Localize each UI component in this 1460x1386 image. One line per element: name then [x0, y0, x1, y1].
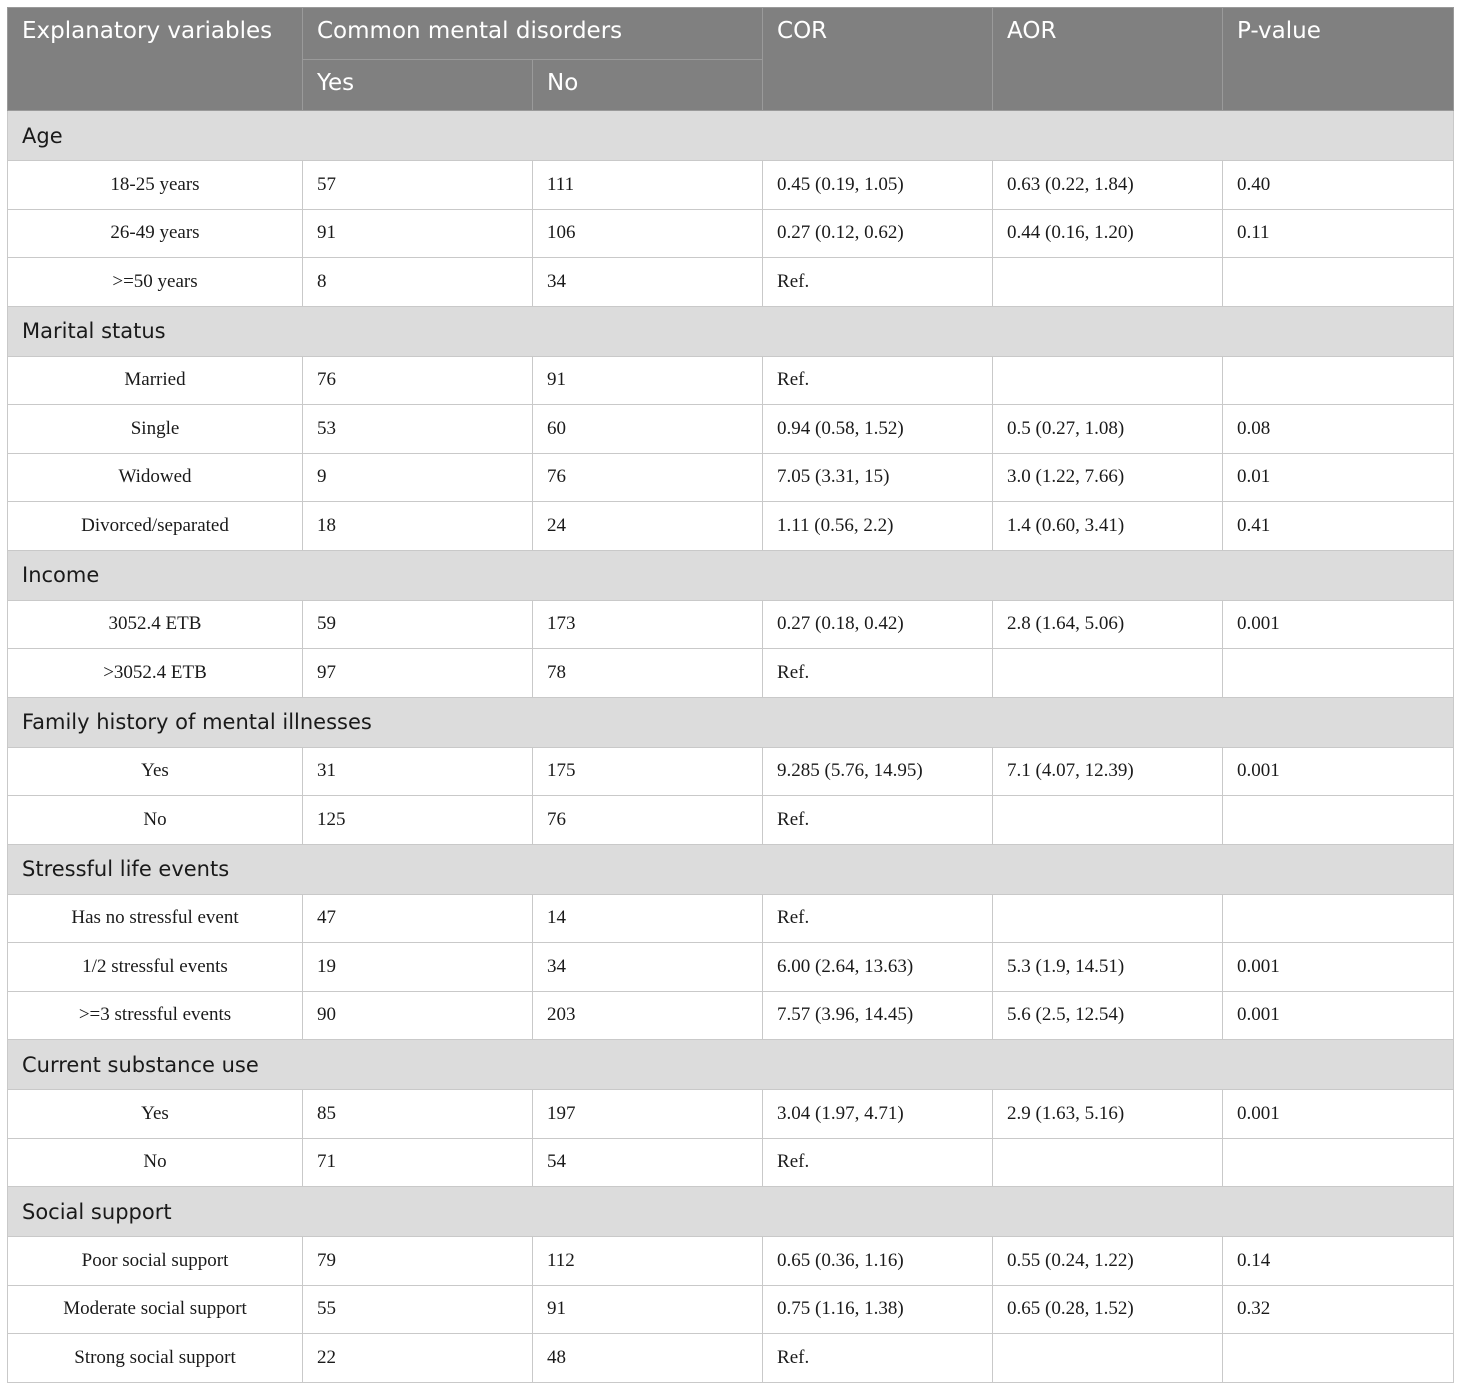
- group-header-row: [8, 844, 1454, 894]
- yes-count: 22: [303, 1334, 533, 1383]
- cor-value: 0.94 (0.58, 1.52): [763, 405, 993, 454]
- cor-value: 0.65 (0.36, 1.16): [763, 1237, 993, 1286]
- yes-count: 8: [303, 258, 533, 307]
- no-count: 34: [533, 258, 763, 307]
- variable-label: 26-49 years: [8, 209, 303, 258]
- p-value: [1223, 796, 1454, 845]
- cor-value: Ref.: [763, 796, 993, 845]
- cor-value: 7.05 (3.31, 15): [763, 453, 993, 502]
- variable-label: Yes: [8, 747, 303, 796]
- no-count: 24: [533, 502, 763, 551]
- p-value: 0.11: [1223, 209, 1454, 258]
- table-row: [8, 405, 1454, 454]
- cor-value: 0.75 (1.16, 1.38): [763, 1285, 993, 1334]
- table-row: [8, 747, 1454, 796]
- p-value: [1223, 356, 1454, 405]
- cor-value: 1.11 (0.56, 2.2): [763, 502, 993, 551]
- no-count: 175: [533, 747, 763, 796]
- variable-label: >=3 stressful events: [8, 991, 303, 1040]
- p-value: 0.001: [1223, 1090, 1454, 1139]
- yes-count: 85: [303, 1090, 533, 1139]
- table-row: [8, 356, 1454, 405]
- cor-value: 0.27 (0.18, 0.42): [763, 600, 993, 649]
- group-title: Age: [8, 111, 1454, 161]
- variable-label: Strong social support: [8, 1334, 303, 1383]
- table-row: [8, 943, 1454, 992]
- no-count: 60: [533, 405, 763, 454]
- aor-value: 2.9 (1.63, 5.16): [993, 1090, 1223, 1139]
- table-body: [8, 111, 1454, 1383]
- group-title: Social support: [8, 1187, 1454, 1237]
- no-count: 78: [533, 649, 763, 698]
- group-header-row: [8, 697, 1454, 747]
- group-header-row: [8, 306, 1454, 356]
- cor-value: Ref.: [763, 1334, 993, 1383]
- table-row: [8, 649, 1454, 698]
- yes-count: 125: [303, 796, 533, 845]
- cor-value: Ref.: [763, 894, 993, 943]
- no-count: 54: [533, 1138, 763, 1187]
- no-count: 111: [533, 161, 763, 210]
- p-value: 0.001: [1223, 991, 1454, 1040]
- header-cor: COR: [763, 8, 993, 111]
- no-count: 14: [533, 894, 763, 943]
- cor-value: 6.00 (2.64, 13.63): [763, 943, 993, 992]
- p-value: 0.001: [1223, 747, 1454, 796]
- table-row: [8, 600, 1454, 649]
- header-aor: AOR: [993, 8, 1223, 111]
- header-p-value: P-value: [1223, 8, 1454, 111]
- table-row: [8, 991, 1454, 1040]
- group-header-row: [8, 1040, 1454, 1090]
- p-value: 0.01: [1223, 453, 1454, 502]
- no-count: 203: [533, 991, 763, 1040]
- cor-value: Ref.: [763, 258, 993, 307]
- group-title: Income: [8, 550, 1454, 600]
- aor-value: [993, 796, 1223, 845]
- variable-label: 3052.4 ETB: [8, 600, 303, 649]
- table-header: [8, 8, 1454, 111]
- p-value: 0.08: [1223, 405, 1454, 454]
- cor-value: 0.45 (0.19, 1.05): [763, 161, 993, 210]
- variable-label: 1/2 stressful events: [8, 943, 303, 992]
- cor-value: Ref.: [763, 649, 993, 698]
- aor-value: 1.4 (0.60, 3.41): [993, 502, 1223, 551]
- header-yes: Yes: [303, 60, 533, 111]
- variable-label: Has no stressful event: [8, 894, 303, 943]
- no-count: 91: [533, 1285, 763, 1334]
- no-count: 76: [533, 796, 763, 845]
- aor-value: 5.3 (1.9, 14.51): [993, 943, 1223, 992]
- header-explanatory-variables: Explanatory variables: [8, 8, 303, 111]
- odds-ratio-table: [7, 7, 1454, 1383]
- p-value: 0.40: [1223, 161, 1454, 210]
- variable-label: Married: [8, 356, 303, 405]
- table-row: [8, 796, 1454, 845]
- group-header-row: [8, 111, 1454, 161]
- group-header-row: [8, 550, 1454, 600]
- table-row: [8, 502, 1454, 551]
- table-row: [8, 1334, 1454, 1383]
- p-value: 0.001: [1223, 600, 1454, 649]
- group-title: Stressful life events: [8, 844, 1454, 894]
- yes-count: 91: [303, 209, 533, 258]
- aor-value: 0.5 (0.27, 1.08): [993, 405, 1223, 454]
- no-count: 112: [533, 1237, 763, 1286]
- aor-value: 7.1 (4.07, 12.39): [993, 747, 1223, 796]
- cor-value: 3.04 (1.97, 4.71): [763, 1090, 993, 1139]
- aor-value: [993, 258, 1223, 307]
- table-row: [8, 1285, 1454, 1334]
- p-value: [1223, 649, 1454, 698]
- variable-label: Moderate social support: [8, 1285, 303, 1334]
- yes-count: 59: [303, 600, 533, 649]
- group-title: Family history of mental illnesses: [8, 697, 1454, 747]
- table-row: [8, 1237, 1454, 1286]
- aor-value: 0.44 (0.16, 1.20): [993, 209, 1223, 258]
- variable-label: Yes: [8, 1090, 303, 1139]
- variable-label: >3052.4 ETB: [8, 649, 303, 698]
- aor-value: [993, 1138, 1223, 1187]
- variable-label: No: [8, 1138, 303, 1187]
- aor-value: 5.6 (2.5, 12.54): [993, 991, 1223, 1040]
- cor-value: Ref.: [763, 356, 993, 405]
- variable-label: Widowed: [8, 453, 303, 502]
- group-title: Current substance use: [8, 1040, 1454, 1090]
- yes-count: 57: [303, 161, 533, 210]
- table-row: [8, 453, 1454, 502]
- p-value: 0.001: [1223, 943, 1454, 992]
- results-table-container: [7, 7, 1453, 1383]
- aor-value: 0.63 (0.22, 1.84): [993, 161, 1223, 210]
- table-row: [8, 894, 1454, 943]
- yes-count: 90: [303, 991, 533, 1040]
- p-value: [1223, 894, 1454, 943]
- aor-value: [993, 894, 1223, 943]
- aor-value: [993, 649, 1223, 698]
- table-row: [8, 1090, 1454, 1139]
- yes-count: 55: [303, 1285, 533, 1334]
- no-count: 34: [533, 943, 763, 992]
- aor-value: 3.0 (1.22, 7.66): [993, 453, 1223, 502]
- group-header-row: [8, 1187, 1454, 1237]
- yes-count: 76: [303, 356, 533, 405]
- p-value: 0.41: [1223, 502, 1454, 551]
- no-count: 197: [533, 1090, 763, 1139]
- p-value: 0.32: [1223, 1285, 1454, 1334]
- yes-count: 19: [303, 943, 533, 992]
- aor-value: [993, 1334, 1223, 1383]
- no-count: 76: [533, 453, 763, 502]
- no-count: 106: [533, 209, 763, 258]
- table-row: [8, 258, 1454, 307]
- cor-value: Ref.: [763, 1138, 993, 1187]
- table-row: [8, 209, 1454, 258]
- header-no: No: [533, 60, 763, 111]
- no-count: 173: [533, 600, 763, 649]
- aor-value: 0.55 (0.24, 1.22): [993, 1237, 1223, 1286]
- group-title: Marital status: [8, 306, 1454, 356]
- variable-label: No: [8, 796, 303, 845]
- cor-value: 9.285 (5.76, 14.95): [763, 747, 993, 796]
- p-value: [1223, 1138, 1454, 1187]
- aor-value: [993, 356, 1223, 405]
- cor-value: 7.57 (3.96, 14.45): [763, 991, 993, 1040]
- p-value: [1223, 1334, 1454, 1383]
- table-row: [8, 161, 1454, 210]
- yes-count: 47: [303, 894, 533, 943]
- yes-count: 31: [303, 747, 533, 796]
- yes-count: 18: [303, 502, 533, 551]
- variable-label: Single: [8, 405, 303, 454]
- no-count: 91: [533, 356, 763, 405]
- cor-value: 0.27 (0.12, 0.62): [763, 209, 993, 258]
- yes-count: 9: [303, 453, 533, 502]
- no-count: 48: [533, 1334, 763, 1383]
- p-value: [1223, 258, 1454, 307]
- yes-count: 79: [303, 1237, 533, 1286]
- p-value: 0.14: [1223, 1237, 1454, 1286]
- yes-count: 53: [303, 405, 533, 454]
- variable-label: 18-25 years: [8, 161, 303, 210]
- header-common-mental-disorders: Common mental disorders: [303, 8, 763, 60]
- table-row: [8, 1138, 1454, 1187]
- variable-label: >=50 years: [8, 258, 303, 307]
- aor-value: 2.8 (1.64, 5.06): [993, 600, 1223, 649]
- variable-label: Divorced/separated: [8, 502, 303, 551]
- yes-count: 71: [303, 1138, 533, 1187]
- aor-value: 0.65 (0.28, 1.52): [993, 1285, 1223, 1334]
- variable-label: Poor social support: [8, 1237, 303, 1286]
- yes-count: 97: [303, 649, 533, 698]
